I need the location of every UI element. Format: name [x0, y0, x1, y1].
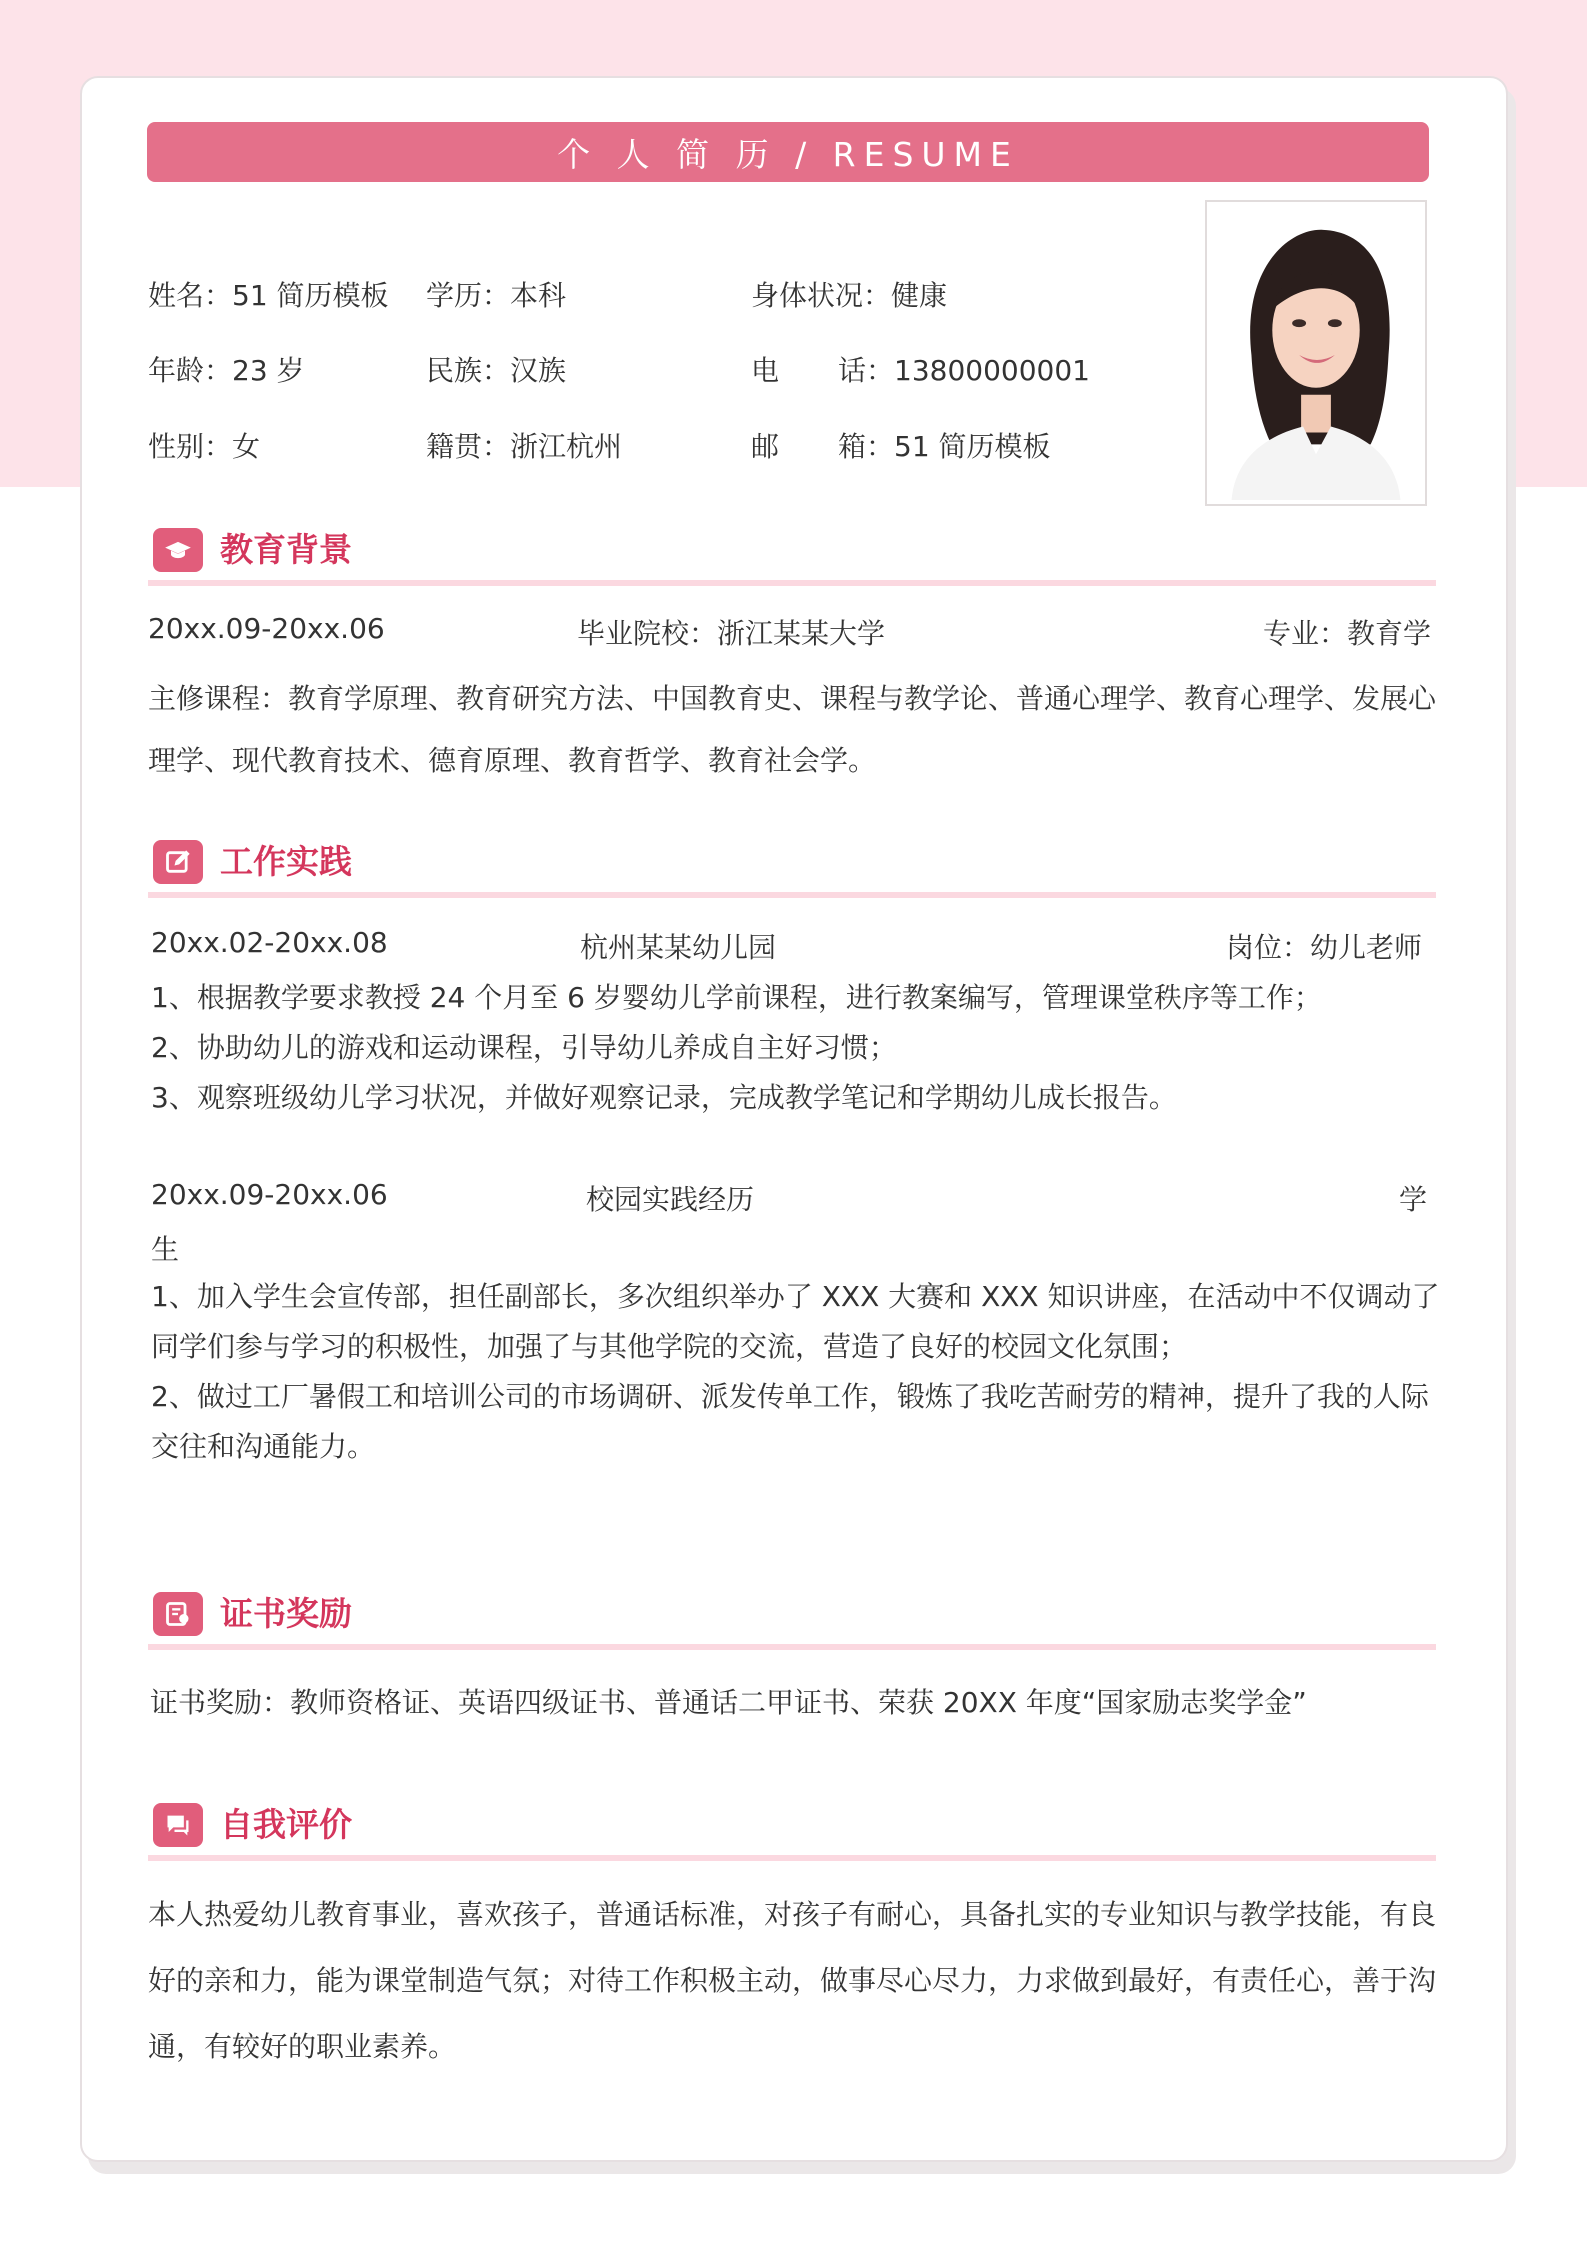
- job1-role: 岗位：幼儿老师: [1226, 931, 1423, 964]
- education-major: 专业：教育学: [1263, 617, 1432, 650]
- info-email-value: 箱：51 简历模板: [838, 430, 1051, 463]
- job2-org: 校园实践经历: [586, 1183, 755, 1216]
- cert-divider: [148, 1644, 1436, 1650]
- graduation-cap-icon: [153, 528, 203, 572]
- info-age: 年龄：23 岁: [148, 354, 305, 387]
- profile-photo: [1205, 200, 1427, 506]
- info-health: 身体状况：健康: [751, 279, 948, 312]
- job1-item: 2、协助幼儿的游戏和运动课程，引导幼儿养成自主好习惯；: [151, 1031, 897, 1064]
- cert-text: 证书奖励：教师资格证、英语四级证书、普通话二甲证书、荣获 20XX 年度“国家励志奖学金”: [150, 1686, 1307, 1719]
- info-gender: 性别：女: [148, 430, 261, 463]
- job1-item: 3、观察班级幼儿学习状况，并做好观察记录，完成教学笔记和学期幼儿成长报告。: [151, 1081, 1177, 1114]
- info-education: 学历：本科: [426, 279, 567, 312]
- education-courses: 主修课程：教育学原理、教育研究方法、中国教育史、课程与教学论、普通心理学、教育心理学、发展心理学、现代教育技术、德育原理、教育哲学、教育社会学。: [148, 682, 1437, 777]
- education-school: 毕业院校：浙江某某大学: [577, 617, 886, 650]
- info-name: 姓名：51 简历模板: [148, 279, 389, 312]
- job2-item: 1、加入学生会宣传部，担任副部长，多次组织举办了 XXX 大赛和 XXX 知识讲座，在活动中不仅调动了同学们参与学习的积极性，加强了与其他学院的交流，营造了良好的校园文化氛围；: [151, 1280, 1440, 1363]
- job1-period: 20xx.02-20xx.08: [151, 926, 388, 959]
- work-section-header: [148, 840, 1436, 898]
- job2-period: 20xx.09-20xx.06: [151, 1178, 388, 1211]
- self-title: 自我评价: [220, 1805, 352, 1844]
- info-phone-value: 话：13800000001: [838, 354, 1090, 387]
- info-phone-label: 电: [751, 354, 780, 387]
- self-divider: [148, 1855, 1436, 1861]
- info-hometown: 籍贯：浙江杭州: [426, 430, 623, 463]
- self-text: 本人热爱幼儿教育事业，喜欢孩子，普通话标准，对孩子有耐心，具备扎实的专业知识与教学技能，有良好的亲和力，能为课堂制造气氛；对待工作积极主动，做事尽心尽力，力求做到最好，有责任心，善于沟通，有较好的职业素养。: [148, 1898, 1437, 2063]
- education-divider: [148, 580, 1436, 586]
- edit-icon: [153, 840, 203, 884]
- job2-role: 学: [1399, 1183, 1428, 1216]
- chat-icon: [153, 1803, 203, 1847]
- job1-item: 1、根据教学要求教授 24 个月至 6 岁婴幼儿学前课程，进行教案编写，管理课堂秩序等工作；: [151, 981, 1322, 1014]
- info-email-label: 邮: [751, 430, 780, 463]
- work-title: 工作实践: [220, 842, 352, 881]
- job2-item: 2、做过工厂暑假工和培训公司的市场调研、派发传单工作，锻炼了我吃苦耐劳的精神，提升了我的人际交往和沟通能力。: [151, 1380, 1429, 1463]
- education-title: 教育背景: [220, 530, 352, 569]
- cert-section-header: [148, 1592, 1436, 1650]
- self-section-header: [148, 1803, 1436, 1861]
- info-ethnicity: 民族：汉族: [426, 354, 567, 387]
- education-section-header: [148, 528, 1436, 586]
- certificate-icon: [153, 1592, 203, 1636]
- work-divider: [148, 892, 1436, 898]
- education-period: 20xx.09-20xx.06: [148, 612, 385, 645]
- job2-role-cont: 生: [151, 1233, 180, 1266]
- job1-org: 杭州某某幼儿园: [580, 931, 777, 964]
- resume-title: 个 人 简 历 / RESUME: [147, 122, 1429, 182]
- cert-title: 证书奖励: [220, 1594, 352, 1633]
